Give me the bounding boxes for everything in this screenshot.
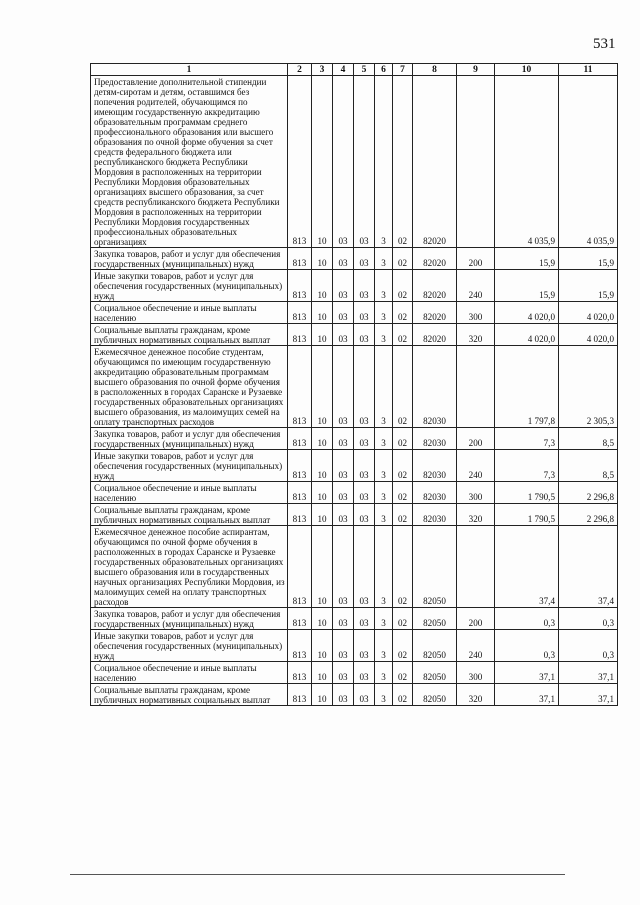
row-value-cell: 10 <box>312 608 333 630</box>
row-value-cell: 03 <box>333 428 354 450</box>
row-value-cell: 15,9 <box>559 270 618 302</box>
row-value-cell: 02 <box>393 346 413 428</box>
row-value-cell: 3 <box>375 662 393 684</box>
row-value-cell: 2 296,8 <box>559 482 618 504</box>
row-value-cell: 10 <box>312 346 333 428</box>
row-value-cell: 10 <box>312 450 333 482</box>
row-value-cell: 0,3 <box>559 608 618 630</box>
row-value-cell: 813 <box>288 324 312 346</box>
row-value-cell: 300 <box>457 662 495 684</box>
row-value-cell: 10 <box>312 248 333 270</box>
row-value-cell: 82020 <box>413 248 457 270</box>
row-value-cell: 4 020,0 <box>559 324 618 346</box>
page-number: 531 <box>593 36 616 52</box>
budget-table <box>90 63 618 706</box>
row-value-cell: 02 <box>393 504 413 526</box>
row-value-cell: 03 <box>333 684 354 706</box>
row-value-cell: 3 <box>375 482 393 504</box>
row-value-cell: 4 035,9 <box>495 76 559 248</box>
row-value-cell <box>457 346 495 428</box>
table-row <box>91 248 618 270</box>
row-value-cell: 03 <box>354 482 375 504</box>
row-value-cell: 4 035,9 <box>559 76 618 248</box>
row-value-cell: 3 <box>375 684 393 706</box>
row-value-cell: 813 <box>288 630 312 662</box>
row-value-cell: 02 <box>393 482 413 504</box>
row-value-cell: 10 <box>312 684 333 706</box>
row-value-cell: 3 <box>375 428 393 450</box>
row-value-cell: 03 <box>333 662 354 684</box>
row-value-cell: 3 <box>375 630 393 662</box>
row-value-cell: 3 <box>375 346 393 428</box>
row-value-cell: 300 <box>457 302 495 324</box>
row-name-cell: Социальное обеспечение и иные выплаты населению <box>91 302 288 324</box>
row-value-cell: 02 <box>393 76 413 248</box>
row-name-cell: Социальное обеспечение и иные выплаты населению <box>91 662 288 684</box>
row-value-cell: 02 <box>393 684 413 706</box>
row-value-cell: 03 <box>354 684 375 706</box>
row-value-cell: 3 <box>375 608 393 630</box>
row-value-cell: 240 <box>457 630 495 662</box>
row-name-cell: Закупка товаров, работ и услуг для обеспечения государственных (муниципальных) нужд <box>91 248 288 270</box>
row-value-cell: 2 296,8 <box>559 504 618 526</box>
row-value-cell: 02 <box>393 630 413 662</box>
row-value-cell: 10 <box>312 76 333 248</box>
row-value-cell: 03 <box>354 526 375 608</box>
row-value-cell: 1 790,5 <box>495 482 559 504</box>
row-value-cell: 3 <box>375 504 393 526</box>
row-name-cell: Иные закупки товаров, работ и услуг для обеспечения государственных (муниципальных) нужд <box>91 630 288 662</box>
row-value-cell: 37,4 <box>495 526 559 608</box>
column-header-8: 8 <box>413 64 457 76</box>
row-name-cell: Социальные выплаты гражданам, кроме публичных нормативных социальных выплат <box>91 324 288 346</box>
row-value-cell: 4 020,0 <box>559 302 618 324</box>
row-value-cell: 82020 <box>413 302 457 324</box>
row-value-cell: 10 <box>312 302 333 324</box>
column-header-4: 4 <box>333 64 354 76</box>
column-header-2: 2 <box>288 64 312 76</box>
row-value-cell: 8,5 <box>559 450 618 482</box>
row-name-cell: Закупка товаров, работ и услуг для обеспечения государственных (муниципальных) нужд <box>91 428 288 450</box>
table-row <box>91 76 618 248</box>
row-value-cell: 15,9 <box>495 270 559 302</box>
row-value-cell: 3 <box>375 270 393 302</box>
row-value-cell <box>457 526 495 608</box>
table-row <box>91 504 618 526</box>
row-value-cell: 10 <box>312 630 333 662</box>
row-value-cell: 03 <box>333 248 354 270</box>
row-value-cell: 320 <box>457 504 495 526</box>
row-value-cell: 03 <box>354 428 375 450</box>
row-value-cell: 02 <box>393 428 413 450</box>
row-value-cell: 82020 <box>413 270 457 302</box>
row-name-cell: Социальное обеспечение и иные выплаты населению <box>91 482 288 504</box>
row-value-cell: 4 020,0 <box>495 302 559 324</box>
row-value-cell: 813 <box>288 608 312 630</box>
column-header-3: 3 <box>312 64 333 76</box>
row-value-cell: 3 <box>375 526 393 608</box>
row-value-cell: 7,3 <box>495 450 559 482</box>
row-value-cell: 813 <box>288 428 312 450</box>
row-value-cell: 15,9 <box>559 248 618 270</box>
row-value-cell: 3 <box>375 248 393 270</box>
row-value-cell: 82050 <box>413 662 457 684</box>
row-value-cell: 82030 <box>413 346 457 428</box>
row-value-cell: 4 020,0 <box>495 324 559 346</box>
row-value-cell: 3 <box>375 324 393 346</box>
row-value-cell: 10 <box>312 504 333 526</box>
row-value-cell: 03 <box>354 450 375 482</box>
row-value-cell: 320 <box>457 684 495 706</box>
row-value-cell: 3 <box>375 450 393 482</box>
row-value-cell: 03 <box>333 608 354 630</box>
row-value-cell: 200 <box>457 248 495 270</box>
row-value-cell: 10 <box>312 428 333 450</box>
row-value-cell: 813 <box>288 450 312 482</box>
row-value-cell: 03 <box>354 324 375 346</box>
table-row <box>91 450 618 482</box>
row-value-cell: 82030 <box>413 428 457 450</box>
table-row <box>91 662 618 684</box>
row-name-cell: Закупка товаров, работ и услуг для обеспечения государственных (муниципальных) нужд <box>91 608 288 630</box>
table-row <box>91 302 618 324</box>
row-value-cell: 82020 <box>413 76 457 248</box>
row-value-cell: 37,1 <box>495 684 559 706</box>
table-row <box>91 684 618 706</box>
row-value-cell: 813 <box>288 662 312 684</box>
row-value-cell: 82050 <box>413 630 457 662</box>
row-value-cell: 0,3 <box>495 608 559 630</box>
row-value-cell: 82030 <box>413 504 457 526</box>
row-value-cell: 02 <box>393 608 413 630</box>
table-row <box>91 526 618 608</box>
table-row <box>91 270 618 302</box>
row-value-cell: 0,3 <box>559 630 618 662</box>
row-value-cell: 8,5 <box>559 428 618 450</box>
row-value-cell: 03 <box>354 608 375 630</box>
row-name-cell: Социальные выплаты гражданам, кроме публичных нормативных социальных выплат <box>91 504 288 526</box>
row-value-cell: 10 <box>312 482 333 504</box>
row-value-cell: 03 <box>333 630 354 662</box>
row-value-cell: 82030 <box>413 482 457 504</box>
row-value-cell: 813 <box>288 248 312 270</box>
row-value-cell: 82050 <box>413 526 457 608</box>
row-value-cell: 813 <box>288 526 312 608</box>
row-value-cell: 03 <box>333 482 354 504</box>
row-value-cell: 37,1 <box>559 662 618 684</box>
row-value-cell: 813 <box>288 346 312 428</box>
row-value-cell: 240 <box>457 270 495 302</box>
row-value-cell: 240 <box>457 450 495 482</box>
row-name-cell: Предоставление дополнительной стипендии детям-сиротам и детям, оставшимся без попечения родителей, обучающимся по имеющим государственную аккредитацию образовательным программам среднего профессионального образования или высшего образования по очной форме обучения за счет средств федерального бюджета или республиканского бюджета Республики Мордовия в расположенных на территории Республики Мордовия образовательных организациях высшего образования, за счет средств республиканского бюджета Республики Мордовия в расположенных на территории Республики Мордовия государственных профессиональных образовательных организациях <box>91 76 288 248</box>
row-value-cell: 200 <box>457 428 495 450</box>
row-value-cell: 813 <box>288 684 312 706</box>
row-value-cell: 37,1 <box>495 662 559 684</box>
row-value-cell: 1 790,5 <box>495 504 559 526</box>
row-value-cell: 03 <box>333 526 354 608</box>
row-value-cell: 2 305,3 <box>559 346 618 428</box>
row-value-cell: 10 <box>312 662 333 684</box>
row-value-cell: 320 <box>457 324 495 346</box>
row-value-cell: 02 <box>393 526 413 608</box>
row-value-cell: 15,9 <box>495 248 559 270</box>
column-header-11: 11 <box>559 64 618 76</box>
row-value-cell: 03 <box>354 302 375 324</box>
row-value-cell: 03 <box>354 630 375 662</box>
row-value-cell <box>457 76 495 248</box>
row-name-cell: Социальные выплаты гражданам, кроме публичных нормативных социальных выплат <box>91 684 288 706</box>
row-value-cell: 200 <box>457 608 495 630</box>
row-value-cell: 03 <box>354 76 375 248</box>
row-value-cell: 82050 <box>413 684 457 706</box>
row-value-cell: 03 <box>354 346 375 428</box>
table-row <box>91 324 618 346</box>
column-header-6: 6 <box>375 64 393 76</box>
table-row <box>91 428 618 450</box>
row-value-cell: 02 <box>393 302 413 324</box>
row-value-cell: 03 <box>354 662 375 684</box>
row-value-cell: 03 <box>333 324 354 346</box>
row-value-cell: 10 <box>312 526 333 608</box>
table-row <box>91 630 618 662</box>
table-body <box>91 76 618 706</box>
row-name-cell: Ежемесячное денежное пособие аспирантам, обучающимся по очной форме обучения в расположенных в городах Саранске и Рузаевке государственных образовательных организациях высшего образования или в государственных научных организациях Республики Мордовия, из малоимущих семей на оплату транспортных расходов <box>91 526 288 608</box>
row-value-cell: 03 <box>333 270 354 302</box>
row-value-cell: 1 797,8 <box>495 346 559 428</box>
row-value-cell: 02 <box>393 324 413 346</box>
row-name-cell: Иные закупки товаров, работ и услуг для обеспечения государственных (муниципальных) нужд <box>91 450 288 482</box>
row-name-cell: Ежемесячное денежное пособие студентам, обучающимся по имеющим государственную аккредитацию образовательным программам высшего образования по очной форме обучения в расположенных в городах Саранске и Рузаевке государственных образовательных организациях высшего образования, из малоимущих семей на оплату транспортных расходов <box>91 346 288 428</box>
row-value-cell: 0,3 <box>495 630 559 662</box>
row-value-cell: 7,3 <box>495 428 559 450</box>
row-value-cell: 813 <box>288 76 312 248</box>
column-header-9: 9 <box>457 64 495 76</box>
table-header-row <box>91 64 618 76</box>
row-value-cell: 37,1 <box>559 684 618 706</box>
row-value-cell: 3 <box>375 76 393 248</box>
row-value-cell: 03 <box>333 76 354 248</box>
row-value-cell: 02 <box>393 270 413 302</box>
column-header-5: 5 <box>354 64 375 76</box>
row-value-cell: 3 <box>375 302 393 324</box>
row-value-cell: 813 <box>288 302 312 324</box>
row-value-cell: 02 <box>393 662 413 684</box>
table-row <box>91 482 618 504</box>
row-value-cell: 82050 <box>413 608 457 630</box>
row-value-cell: 03 <box>354 270 375 302</box>
row-value-cell: 82030 <box>413 450 457 482</box>
row-value-cell: 03 <box>333 346 354 428</box>
column-header-7: 7 <box>393 64 413 76</box>
column-header-1: 1 <box>91 64 288 76</box>
row-value-cell: 03 <box>333 450 354 482</box>
row-value-cell: 300 <box>457 482 495 504</box>
row-value-cell: 82020 <box>413 324 457 346</box>
table-row <box>91 346 618 428</box>
row-value-cell: 03 <box>354 504 375 526</box>
row-value-cell: 37,4 <box>559 526 618 608</box>
row-value-cell: 03 <box>354 248 375 270</box>
row-value-cell: 813 <box>288 270 312 302</box>
row-name-cell: Иные закупки товаров, работ и услуг для обеспечения государственных (муниципальных) нужд <box>91 270 288 302</box>
row-value-cell: 10 <box>312 270 333 302</box>
column-header-10: 10 <box>495 64 559 76</box>
bottom-rule <box>70 874 565 875</box>
row-value-cell: 02 <box>393 450 413 482</box>
row-value-cell: 10 <box>312 324 333 346</box>
row-value-cell: 813 <box>288 482 312 504</box>
row-value-cell: 813 <box>288 504 312 526</box>
table-row <box>91 608 618 630</box>
row-value-cell: 03 <box>333 302 354 324</box>
row-value-cell: 03 <box>333 504 354 526</box>
row-value-cell: 02 <box>393 248 413 270</box>
